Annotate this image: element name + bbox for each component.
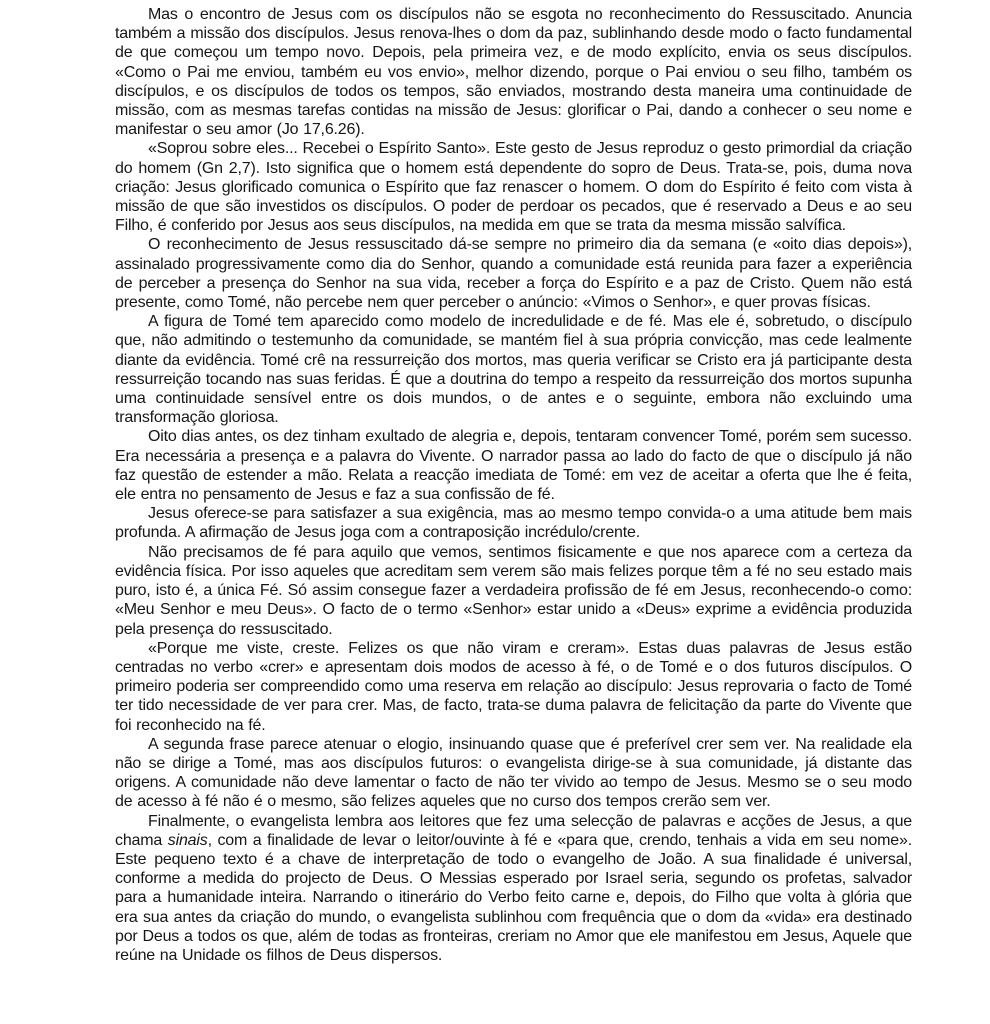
- paragraph-3: [115, 235, 912, 312]
- text-segment: Jesus oferece-se para satisfazer a sua exigência, mas ao mesmo tempo convida-o a uma atitude bem mais profunda. A afirmação de Jesus joga com a contraposição incrédulo/crente.: [115, 505, 912, 542]
- text-segment: A segunda frase parece atenuar o elogio, insinuando quase que é preferível crer sem ver. Na realidade ela não se dirige a Tomé, mas aos discípulos futuros: o evangelista dirige-se à sua comunidade, já distante das origens. A comunidade não deve lamentar o facto de não ter vivido ao tempo de Jesus. Mesmo se o seu modo de acesso à fé não é o mesmo, são felizes aqueles que no curso dos tempos crerão sem ver.: [115, 735, 912, 811]
- text-segment: Não precisamos de fé para aquilo que vemos, sentimos fisicamente e que nos aparece com a certeza da evidência física. Por isso aqueles que acreditam sem verem são mais felizes porque têm a fé no seu estado mais puro, isto é, a única Fé. Só assim consegue fazer a verdadeira profissão de fé em Jesus, reconhecendo-o como: «Meu Senhor e meu Deus». O facto de o termo «Senhor» estar unido a «Deus» exprime a evidência produzida pela presença do ressuscitado.: [115, 543, 912, 638]
- text-segment: A figura de Tomé tem aparecido como modelo de incredulidade e de fé. Mas ele é, sobretudo, o discípulo que, não admitindo o testemunho da comunidade, se mantém fiel à sua própria convicção, mas cede lealmente diante da evidência. Tomé crê na ressurreição dos mortos, mas queria verificar se Cristo era já participante desta ressurreição tocando nas suas feridas. É que a doutrina do tempo a respeito da ressurreição dos mortos supunha uma continuidade sensível entre os dois mundos, o de antes e o seguinte, embora não excluindo uma transformação gloriosa.: [115, 313, 912, 427]
- text-segment: O reconhecimento de Jesus ressuscitado dá-se sempre no primeiro dia da semana (e «oito dias depois»), assinalado progressivamente como dia do Senhor, quando a comunidade está reunida para fazer a experiência de perceber a presença do Senhor na sua vida, receber a força do Espírito e a paz de Cristo. Quem não está presente, como Tomé, não percebe nem quer perceber o anúncio: «Vimos o Senhor», e quer provas físicas.: [115, 236, 912, 312]
- text-segment: «Soprou sobre eles... Recebei o Espírito Santo». Este gesto de Jesus reproduz o gesto primordial da criação do homem (Gn 2,7). Isto significa que o homem está dependente do sopro de Deus. Trata-se, pois, duma nova criação: Jesus glorificado comunica o Espírito que faz renascer o homem. O dom do Espírito é feito com vista à missão de que são investidos os discípulos. O poder de perdoar os pecados, que é reservado a Deus e ao seu Filho, é conferido por Jesus aos seus discípulos, na medida em que se trata da mesma missão salvífica.: [115, 140, 912, 235]
- paragraph-7: [115, 543, 912, 639]
- text-segment: Oito dias antes, os dez tinham exultado de alegria e, depois, tentaram convencer Tomé, porém sem sucesso. Era necessária a presença e a palavra do Vivente. O narrador passa ao lado do facto de que o discípulo já não faz questão de estender a mão. Relata a reacção imediata de Tomé: em vez de aceitar a oferta que lhe é feita, ele entra no pensamento de Jesus e faz a sua confissão de fé.: [115, 428, 912, 504]
- paragraph-9: [115, 735, 912, 812]
- paragraph-8: [115, 639, 912, 735]
- paragraph-2: [115, 139, 912, 235]
- text-segment: «Porque me viste, creste. Felizes os que não viram e creram». Estas duas palavras de Jesus estão centradas no verbo «crer» e apresentam dois modos de acesso à fé, o de Tomé e o dos futuros discípulos. O primeiro poderia ser compreendido como uma reserva em relação ao discípulo: Jesus reprovaria o facto de Tomé ter tido necessidade de ver para crer. Mas, de facto, trata-se duma palavra de felicitação da parte do Vivente que foi reconhecido na fé.: [115, 639, 912, 734]
- paragraph-6: [115, 504, 912, 542]
- paragraph-5: [115, 427, 912, 504]
- text-segment: Finalmente, o evangelista lembra aos leitores que fez uma selecção de palavras e acções de Jesus, a que chama: [115, 812, 912, 849]
- commentary-text-block: [115, 5, 912, 965]
- paragraph-1: [115, 5, 912, 139]
- paragraph-10: [115, 812, 912, 966]
- paragraph-4: [115, 312, 912, 427]
- text-segment: , com a finalidade de levar o leitor/ouvinte à fé e «para que, crendo, tenhais a vida em seu nome». Este pequeno texto é a chave de interpretação de todo o evangelho de João. A sua finalidade é universal, conforme a medida do projecto de Deus. O Messias esperado por Israel seria, segundo os profetas, salvador para a humanidade inteira. Narrando o itinerário do Verbo feito carne e, depois, do Filho que volta à glória que era sua antes da criação do mundo, o evangelista sublinhou com frequência que o dom da «vida» era destinado por Deus a todos os que, além de todas as fronteiras, creriam no Amor que ele manifestou em Jesus, Aquele que reúne na Unidade os filhos de Deus dispersos.: [115, 831, 912, 964]
- italic-text-segment: sinais: [167, 831, 208, 849]
- text-segment: Mas o encontro de Jesus com os discípulos não se esgota no reconhecimento do Ressuscitado. Anuncia também a missão dos discípulos. Jesus renova-lhes o dom da paz, sublinhando desde modo o facto fundamental de que começou um tempo novo. Depois, pela primeira vez, e de modo explícito, envia os seus discípulos. «Como o Pai me enviou, também eu vos envio», melhor dizendo, porque o Pai enviou o seu filho, também os discípulos, e os discípulos de todos os tempos, são enviados, mostrando desta maneira uma continuidade de missão, com as mesmas tarefas contidas na missão de Jesus: glorificar o Pai, dando a conhecer o seu nome e manifestar o seu amor (Jo 17,6.26).: [115, 6, 912, 139]
